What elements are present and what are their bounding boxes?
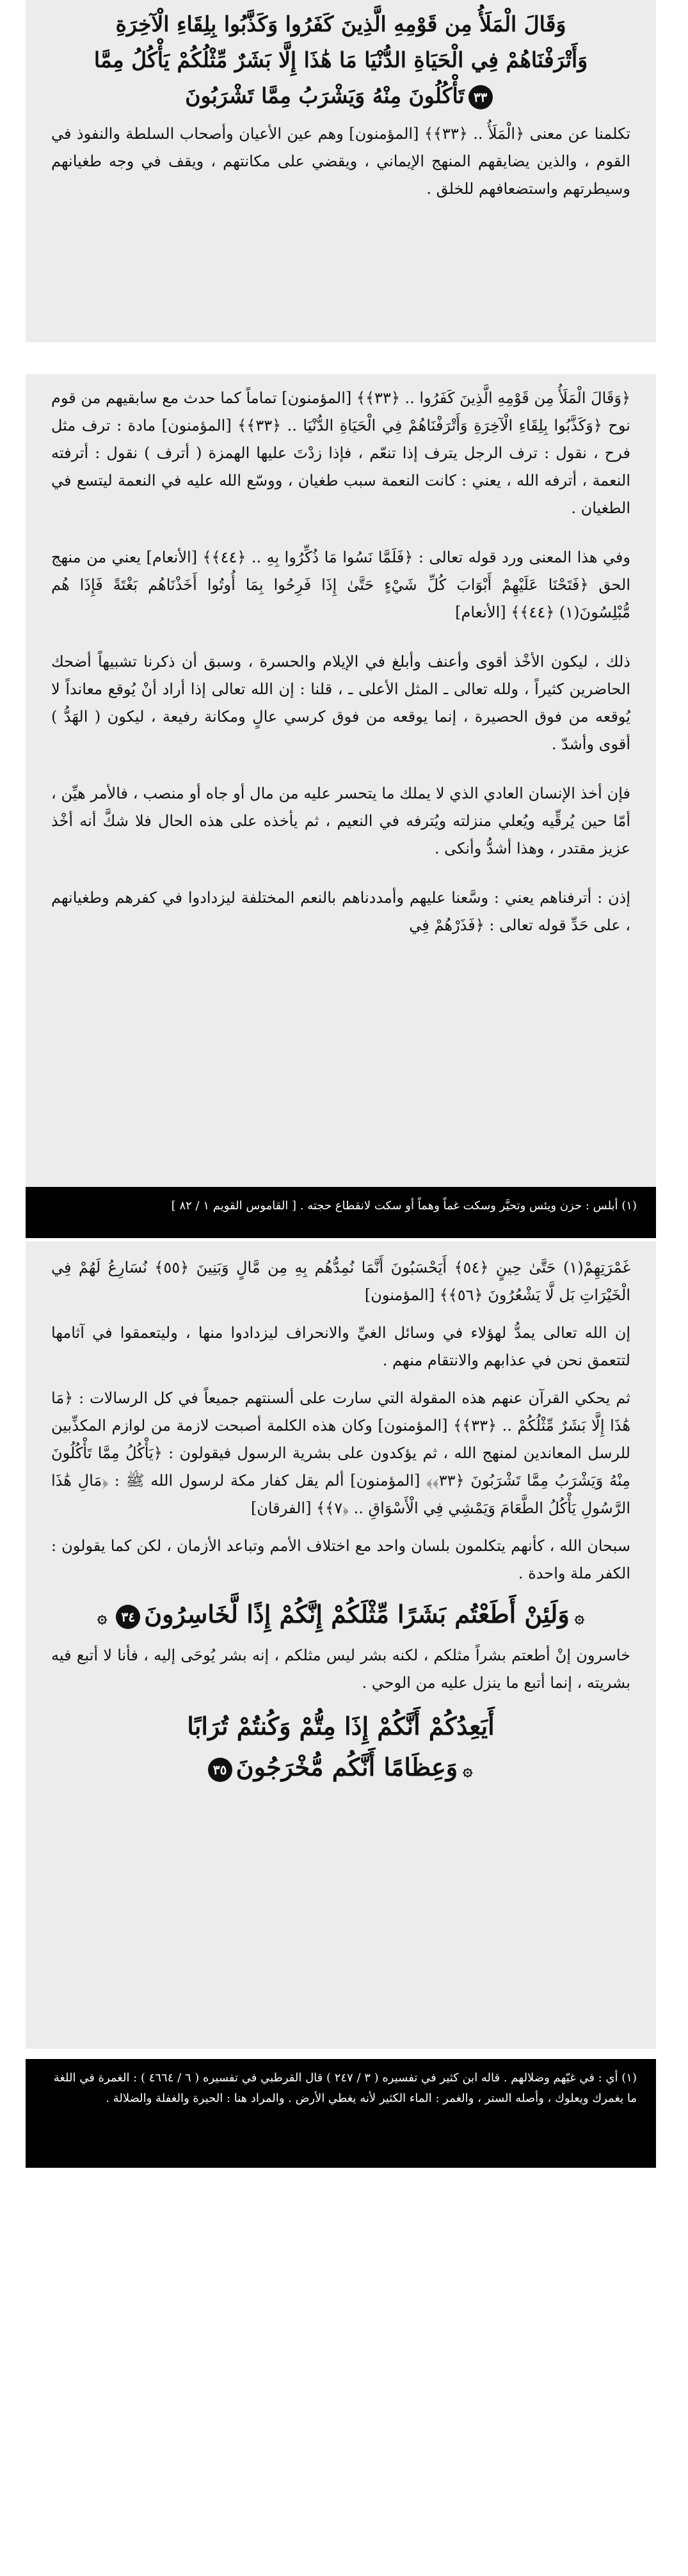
verse-line: وَقَالَ الْمَلَأُ مِن قَوْمِهِ الَّذِينَ كَفَرُوا وَكَذَّبُوا بِلِقَاءِ الْآخِرَةِ bbox=[115, 12, 566, 36]
ornament-icon: ۞ bbox=[463, 1761, 473, 1780]
verse-number-badge: ٣٣ bbox=[468, 85, 493, 109]
verse-line: ٣٣تَأْكُلُونَ مِنْهُ وَيَشْرَبُ مِمَّا تَشْرَبُونَ bbox=[45, 78, 637, 114]
quran-verse-33 bbox=[26, 0, 656, 114]
ornament-icon: ۞ bbox=[574, 1608, 584, 1627]
verse-number-badge: ٣٥ bbox=[208, 1758, 232, 1782]
verse-line: أَيَعِدُكُمْ أَنَّكُمْ إِذَا مِتُّمْ وَكُنتُمْ تُرَابًا bbox=[187, 1712, 495, 1740]
commentary-paragraph: ذلك ، ليكون الأخْذ أقوى وأعنف وأبلغ في الإيلام والحسرة ، وسبق أن ذكرنا تشبيهاً أضحك الحاضرين كثيراً ، ولله تعالى ـ المثل الأعلى ـ ، قلنا : إن الله تعالى إذا أراد أنْ يُوقع معانداً لا يُوقعه من فوق الحصيرة ، إنما يوقعه من فوق كرسي عالٍ ومكانة رفيعة ، ليكون ( الهَدُّ ) أقوى وأشدّ . bbox=[51, 653, 630, 753]
quran-verse-34: ۞وَلَئِنْ أَطَعْتُم بَشَرًا مِّثْلَكُمْ إِنَّكُمْ إِذًا لَّخَاسِرُونَ٣٤۞ bbox=[97, 1600, 584, 1628]
commentary-paragraph: خاسرون إنْ أطعتم بشراً مثلكم ، لكنه بشر ليس مثلكم ، إنه بشر يُوحَى إليه ، فأنا لا أتبع فيه بشريته ، إنما أتبع ما ينزل عليه من الوحي . bbox=[51, 1646, 631, 1692]
quran-verse-35 bbox=[26, 1706, 656, 1791]
commentary-paragraph: فإن أخذ الإنسان العادي الذي لا يملك ما يتحسر عليه من مال أو جاه أو منصب ، فالأمر هيِّن ، أمّا حين يُرقِّيه ويُعلي منزلته ويُترفه في النعيم ، ثم يأخذه على هذه الحال فلا شكَّ أنه أخْذ عزيز مقتدر ، وهذا أشدُّ وأنكى . bbox=[51, 784, 630, 857]
commentary-paragraph: إذن : أترفناهم يعني : وسَّعنا عليهم وأمددناهم بالنعم المختلفة ليزدادوا في كفرهم وطغيانهم ، على حَدِّ قوله تعالى : ﴿فَذَرْهُمْ فِي bbox=[51, 889, 630, 934]
page-section-3 bbox=[26, 1241, 656, 2049]
commentary-paragraph: سبحان الله ، كأنهم يتكلمون بلسان واحد مع اختلاف الأمم وتباعد الأزمان ، لكن كما يقولون : الكفر ملة واحدة . bbox=[51, 1537, 630, 1582]
commentary-paragraph: وفي هذا المعنى ورد قوله تعالى : ﴿فَلَمَّا نَسُوا مَا ذُكِّرُوا بِهِ .. ﴿٤٤﴾﴾ [الأنعام] يعني من منهج الحق ﴿فَتَحْنَا عَلَيْهِمْ أَبْوَابَ كُلِّ شَيْءٍ حَتَّىٰ إِذَا فَرِحُوا بِمَا أُوتُوا أَخَذْنَاهُم بَغْتَةً فَإِذَا هُم مُّبْلِسُونَ(١) ﴿٤٤﴾﴾ [الأنعام] bbox=[51, 548, 630, 621]
verse-number-badge: ٣٤ bbox=[116, 1605, 140, 1629]
footnote: (١) أبلس : حزن ويئس وتحيَّر وسكت غماً وهماً أو سكت لانقطاع حجته . [ القاموس القويم ١ / ٨٢ ] bbox=[26, 1187, 656, 1238]
commentary-paragraph: إن الله تعالى يمدُّ لهؤلاء في وسائل الغيِّ والانحراف ليزدادوا منها ، وليتعمقوا في آثامها لتتعمق نحن في عذابهم والانتقام منهم . bbox=[51, 1324, 630, 1369]
verse-line: وَأَتْرَفْنَاهُمْ فِي الْحَيَاةِ الدُّنْيَا مَا هَٰذَا إِلَّا بَشَرٌ مِّثْلُكُمْ يَأْكُلُ مِمَّا bbox=[93, 47, 588, 72]
commentary-paragraph: ثم يحكي القرآن عنهم هذه المقولة التي سارت على ألسنتهم جميعاً في كل الرسالات : ﴿مَا هَٰذَا إِلَّا بَشَرٌ مِّثْلُكُمْ .. ﴿٣٣﴾﴾ [المؤمنون] وكان هذه الكلمة أصبحت لازمة من لوازم المكذِّبين للرسل المعاندين لمنهج الله ، ثم يؤكدون على بشرية الرسول فيقولون : ﴿يَأْكُلُ مِمَّا تَأْكُلُونَ مِنْهُ وَيَشْرَبُ مِمَّا تَشْرَبُونَ ﴿٣٣﴾﴾ [المؤمنون] ألم يقل كفار مكة لرسول الله ﷺ : ﴿مَالِ هَٰذَا الرَّسُولِ يَأْكُلُ الطَّعَامَ وَيَمْشِي فِي الْأَسْوَاقِ .. ﴿٧﴾﴾ [الفرقان] bbox=[51, 1389, 630, 1517]
page-section-2 bbox=[26, 374, 656, 1216]
footnote: (١) أي : في غيّهم وضلالهم . قاله ابن كثير في تفسيره ( ٣ / ٢٤٧ ) قال القرطبي في تفسيره ( ٦ / ٤٦٦٤ ) : الغمرة في اللغة ما يغمرك ويعلوك ، وأصله الستر ، والغمر : الماء الكثير لأنه يغطي الأرض . والمراد هنا : الحيرة والغفلة والضلالة . bbox=[26, 2059, 656, 2168]
commentary-paragraph: غَمْرَتِهِمْ(١) حَتَّىٰ حِينٍ ﴿٥٤﴾ أَيَحْسَبُونَ أَنَّمَا نُمِدُّهُم بِهِ مِن مَّالٍ وَبَنِينَ ﴿٥٥﴾ نُسَارِعُ لَهُمْ فِي الْخَيْرَاتِ بَل لَّا يَشْعُرُونَ ﴿٥٦﴾﴾ [المؤمنون] bbox=[51, 1259, 630, 1304]
verse-line: ۞وَعِظَامًا أَنَّكُم مُّخْرَجُونَ٣٥ bbox=[26, 1747, 656, 1791]
page-section-1 bbox=[26, 0, 656, 342]
commentary-paragraph: تكلمنا عن معنى ﴿الْمَلَأُ .. ﴿٣٣﴾﴾ [المؤمنون] وهم عين الأعيان وأصحاب السلطة والنفوذ في القوم ، والذين يضايقهم المنهج الإيماني ، ويقضي على مكانتهم ، ويقف في وجه طغيانهم وسيطرتهم واستضعافهم للخلق . bbox=[51, 125, 631, 198]
commentary-paragraph: ﴿وَقَالَ الْمَلَأُ مِن قَوْمِهِ الَّذِينَ كَفَرُوا .. ﴿٣٣﴾﴾ [المؤمنون] تماماً كما حدث مع سابقيهم من قوم نوح ﴿وَكَذَّبُوا بِلِقَاءِ الْآخِرَةِ وَأَتْرَفْنَاهُمْ فِي الْحَيَاةِ الدُّنْيَا .. ﴿٣٣﴾﴾ [المؤمنون] مادة : ترف مثل فرح ، نقول : ترف الرجل يترف إذا تنعّم ، فإذا زدْتَ عليها الهمزة ( أترف ) نقول : أترفته النعمة ، أترفه الله ، يعني : كانت النعمة سبب طغيان ، ووسّع الله عليه في النعمة ليتسع في الطغيان . bbox=[51, 389, 631, 517]
ornament-icon: ۞ bbox=[97, 1608, 108, 1627]
